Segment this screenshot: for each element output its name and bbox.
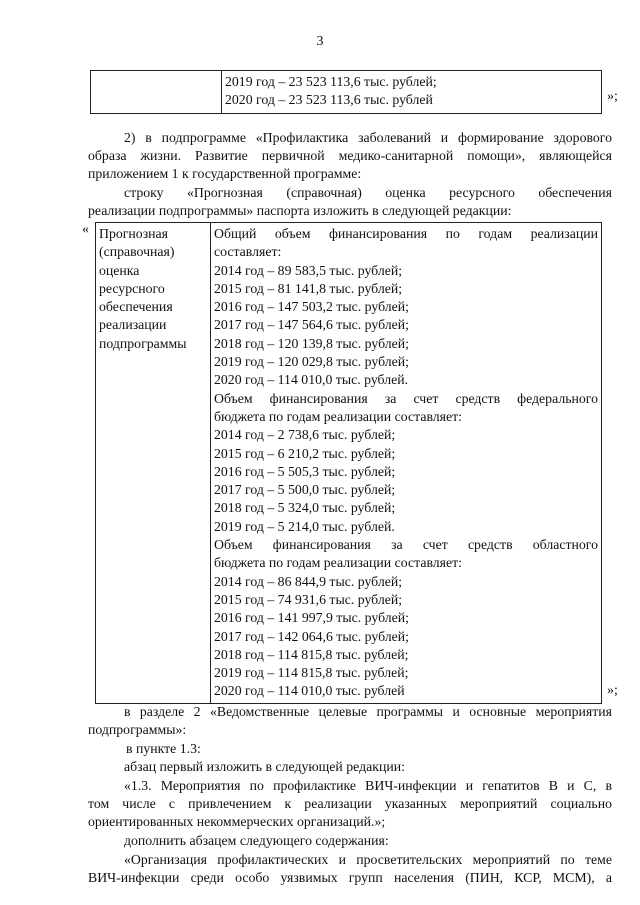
paragraph-line: ВИЧ-инфекции среди особо уязвимых групп населения (ПИН, КСР, МСМ), а [88, 870, 612, 886]
top-table-right-cell [222, 71, 602, 114]
paragraph-line: строку «Прогнозная (справочная) оценка ресурсного обеспечения [124, 185, 612, 200]
total-year-line: 2019 год – 120 029,8 тыс. рублей; [214, 354, 409, 370]
federal-header-line: бюджета по годам реализации составляет: [214, 408, 463, 424]
point-1-3: в пункте 1.3: [126, 741, 201, 756]
section-2 [88, 703, 612, 739]
paragraph-line: образа жизни. Развитие первичной медико-санитарной помощи», являющейся [88, 148, 612, 164]
paragraph-line: подпрограммы»: [88, 722, 187, 738]
main-table-right-cell [211, 223, 602, 704]
left-cell-line: подпрограммы [99, 335, 187, 351]
regional-header-line: Объем финансирования за счет средств областного [214, 537, 598, 553]
page-number: 3 [316, 34, 324, 49]
paragraph-line: реализации подпрограммы» паспорта изложить в следующей редакции: [88, 203, 512, 219]
total-year-line: 2015 год – 81 141,8 тыс. рублей; [214, 280, 403, 296]
federal-year-line: 2016 год – 5 505,3 тыс. рублей; [214, 463, 396, 479]
regional-year-line: 2016 год – 141 997,9 тыс. рублей; [214, 610, 409, 626]
paragraph-line: 2) в подпрограмме «Профилактика заболеваний и формирование здорового [124, 130, 612, 145]
federal-year-line: 2019 год – 5 214,0 тыс. рублей. [214, 518, 395, 534]
federal-year-line: 2015 год – 6 210,2 тыс. рублей; [214, 445, 396, 461]
federal-year-line: 2014 год – 2 738,6 тыс. рублей; [214, 427, 396, 443]
paragraph-2 [88, 129, 612, 184]
regional-year-line: 2019 год – 114 815,8 тыс. рублей; [214, 665, 409, 681]
paragraph-line: ориентированных некоммерческих организаций.»; [88, 814, 386, 830]
regional-year-line: 2015 год – 74 931,6 тыс. рублей; [214, 591, 403, 607]
paragraph-line: «Организация профилактических и просветительских мероприятий по теме [124, 852, 612, 867]
total-year-line: 2014 год – 89 583,5 тыс. рублей; [214, 262, 403, 278]
total-year-line: 2020 год – 114 010,0 тыс. рублей. [214, 372, 409, 388]
add-paragraph-instruction: дополнить абзацем следующего содержания: [124, 833, 389, 848]
total-header-line: Общий объем финансирования по годам реализации [214, 226, 598, 241]
federal-year-line: 2017 год – 5 500,0 тыс. рублей; [214, 482, 396, 498]
main-table-closing-mark: »; [607, 683, 618, 698]
top-table [90, 70, 602, 114]
paragraph-line: «1.3. Мероприятия по профилактике ВИЧ-инфекции и гепатитов В и С, в [124, 778, 612, 793]
top-table-line: 2020 год – 23 523 113,6 тыс. рублей [225, 92, 433, 108]
left-cell-line: реализации [99, 317, 167, 333]
left-cell-line: (справочная) [99, 244, 175, 260]
total-year-line: 2018 год – 120 139,8 тыс. рублей; [214, 335, 409, 351]
main-table [95, 222, 602, 704]
left-cell-line: Прогнозная [99, 226, 169, 241]
regional-year-line: 2017 год – 142 064,6 тыс. рублей; [214, 628, 409, 644]
top-table-line: 2019 год – 23 523 113,6 тыс. рублей; [225, 74, 437, 89]
paragraph-line: в разделе 2 «Ведомственные целевые программы и основные мероприятия [124, 704, 612, 719]
organization-paragraph [88, 851, 612, 887]
regional-year-line: 2018 год – 114 815,8 тыс. рублей; [214, 646, 409, 662]
quote-1-3 [88, 777, 612, 832]
regional-header-line: бюджета по годам реализации составляет: [214, 555, 463, 571]
top-table-left-cell [91, 71, 222, 114]
regional-year-line: 2020 год – 114 010,0 тыс. рублей [214, 683, 405, 699]
left-cell-line: ресурсного [99, 280, 165, 296]
paragraph-line: том числе с привлечением к реализации указанных мероприятий социально [88, 796, 612, 812]
top-table-closing-mark: »; [607, 89, 618, 104]
total-year-line: 2017 год – 147 564,6 тыс. рублей; [214, 317, 409, 333]
total-year-line: 2016 год – 147 503,2 тыс. рублей; [214, 299, 409, 315]
paragraph-row [88, 184, 612, 220]
total-header-line: составляет: [214, 244, 282, 260]
federal-header-line: Объем финансирования за счет средств федерального [214, 390, 598, 406]
first-paragraph-instruction: абзац первый изложить в следующей редакции: [124, 759, 405, 774]
main-table-left-cell [96, 223, 211, 704]
regional-year-line: 2014 год – 86 844,9 тыс. рублей; [214, 573, 403, 589]
paragraph-line: приложением 1 к государственной программе: [88, 166, 362, 182]
left-cell-line: оценка [99, 262, 140, 278]
left-cell-line: обеспечения [99, 299, 173, 315]
main-table-opening-mark: « [82, 222, 89, 237]
federal-year-line: 2018 год – 5 324,0 тыс. рублей; [214, 500, 396, 516]
